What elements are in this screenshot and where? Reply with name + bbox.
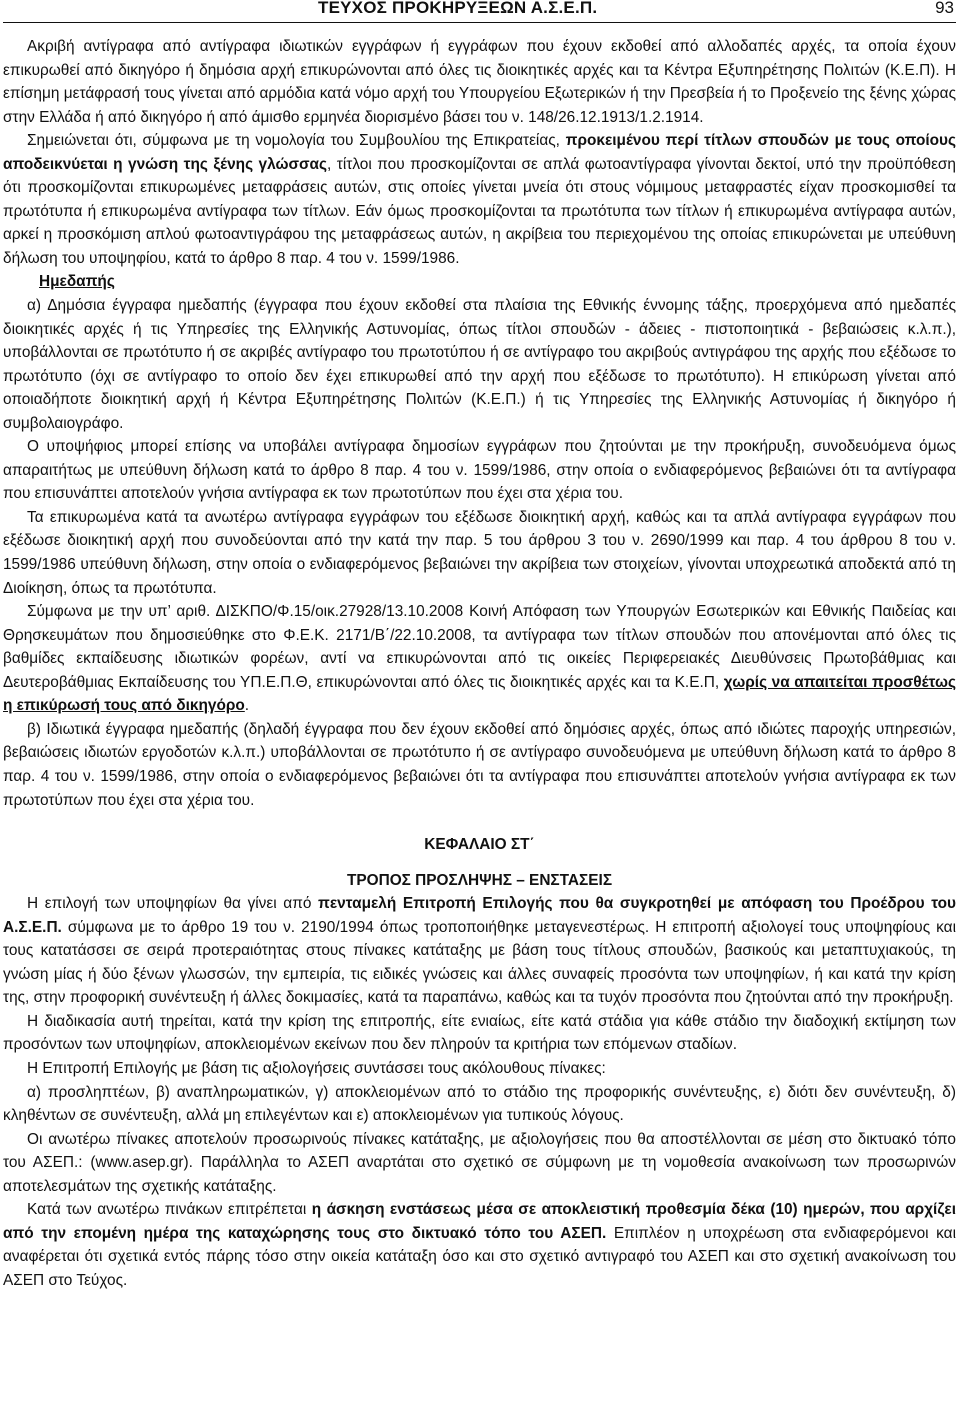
- paragraph: [3, 600, 956, 718]
- text-segment: Σημειώνεται ότι, σύμφωνα με τη νομολογία του Συμβουλίου της Επικρατείας,: [27, 132, 566, 150]
- chapter-number: [3, 833, 956, 857]
- text-segment: πενταμελή Επιτροπή Επιλογής που θα συγκροτηθεί με απόφαση του Προέδρου του Α.Σ.Ε.Π.: [3, 895, 956, 936]
- text-segment: , τίτλοι που προσκομίζονται σε απλά φωτοαντίγραφα γίνονται δεκτοί, υπό την προϋπόθεση ότι προσκομίζονται επικυρωμένες μεταφράσεις αυτών, στις οποίες γίνεται μνεία ότι στους νόμιμους μεταφραστές είχαν προσκομισθεί τα πρωτότυπα ή επικυρωμένα αντίγραφα των τίτλων. Εάν όμως προσκομίζονται τα πρωτότυπα των τίτλων ή επικυρωμένα αντίγραφα αυτών, αρκεί η προσκόμιση απλού φωτοαντιγράφου της μεταφράσεως αυτών, η ακρίβεια του περιεχομένου της οποίας επικυρώνεται με υπεύθυνη δήλωση του υποψηφίου, κατά το άρθρο 8 παρ. 4 του ν. 1599/1986.: [3, 155, 956, 267]
- running-header: [3, 0, 956, 26]
- text-segment: Η επιλογή των υποψηφίων θα γίνει από: [27, 895, 319, 913]
- text-segment: Οι ανωτέρω πίνακες αποτελούν προσωρινούς πίνακες κατάταξης, με αξιολογήσεις που θα αποστέλλονται σε μέση στο δικτυακό τόπο του ΑΣΕΠ.: (www.asep.gr). Παράλληλα το ΑΣΕΠ αναρτάται στο σχετικό σε σύμφωνη με τη νομοθεσία ανακοίνωση των προσωρινών αποτελεσμάτων της σχετικής κατάταξης.: [3, 1130, 956, 1195]
- text-segment: ΤΡΟΠΟΣ ΠΡΟΣΛΗΨΗΣ – ΕΝΣΤΑΣΕΙΣ: [346, 871, 613, 889]
- text-segment: Ημεδαπής: [39, 273, 115, 291]
- text-segment: Ακριβή αντίγραφα από αντίγραφα ιδιωτικών εγγράφων ή εγγράφων που έχουν εκδοθεί από αλλοδαπές αρχές, τα οποία έχουν επικυρωθεί από δικηγόρο ή δημόσια αρχή επικυρώνονται από όλες τις διοικητικές αρχές και τα Κέντρα Εξυπηρέτησης Πολιτών (Κ.Ε.Π). Η επίσημη μετάφρασή τους γίνεται από αρμόδια κατά νόμο αρχή του Υπουργείου Εξωτερικών ή την Πρεσβεία ή το Προξενείο της ξένης χώρας στην Ελλάδα ή από δικηγόρο ή από άμισθο ερμηνέα διορισμένο βάσει του ν. 148/26.12.1913/1.2.1914.: [3, 38, 956, 126]
- paragraph: [3, 892, 956, 1010]
- paragraph: [3, 718, 956, 812]
- header-rule: [3, 22, 956, 23]
- text-segment: Επιπλέον η υποχρέωση στα ενδιαφερόμενοι και αναφέρεται ότι σχετικά εντός πάρης τόσο στην οικεία κατάταξη όσο και στο σχετικό αντιγραφό του ΑΣΕΠ και στο σχετική ανακοίνωση του ΑΣΕΠ στο Τεύχος.: [3, 1224, 956, 1289]
- paragraph: [3, 35, 956, 129]
- paragraph: [3, 294, 956, 435]
- text-segment: Κατά των ανωτέρω πινάκων επιτρέπεται: [27, 1201, 312, 1219]
- paragraph: [3, 1128, 956, 1199]
- text-segment: Ο υποψήφιος μπορεί επίσης να υποβάλει αντίγραφα δημοσίων εγγράφων που ζητούνται με την προκήρυξη, συνοδευόμενα όμως απαραιτήτως με υπεύθυνη δήλωση κατά το άρθρο 8 παρ. 4 του ν. 1599/1986, στην οποία ο ενδιαφερόμενος βεβαιώνει ότι τα αντίγραφα που επισυνάπτει αποτελούν γνήσια αντίγραφα εκ των πρωτοτύπων που έχει στα χέρια του.: [3, 438, 956, 503]
- text-segment: σύμφωνα με το άρθρο 19 του ν. 2190/1994 όπως τροποποιήθηκε μεταγενεστέρως. Η επιτροπή αξιολογεί τους υποψηφίους και τους κατατάσσει σε σειρά προτεραιότητας στους πίνακες κατάταξης με βάση τους τίτλους σπουδών, βασικούς και μεταπτυχιακούς, τη γνώση μίας ή δύο ξένων γλωσσών, την εμπειρία, τις ειδικές γνώσεις και άλλες συναφείς προσόντα των υποψηφίων, ή και κατά την κρίση της, στην προφορική συνέντευξη ή άλλες δοκιμασίες, κατά τα παραπάνω, καθώς και τα τυχόν προσόντα που ζητούνται από την προκήρυξη.: [3, 918, 956, 1007]
- paragraph: [3, 506, 956, 600]
- paragraph: [3, 435, 956, 506]
- text-segment: Η Επιτροπή Επιλογής με βάση τις αξιολογήσεις συντάσσει τους ακόλουθους πίνακες:: [27, 1059, 606, 1077]
- text-segment: η άσκηση ενστάσεως μέσα σε αποκλειστική προθεσμία δέκα (10) ημερών, που αρχίζει από την επομένη ημέρα της καταχώρησης τους στο δικτυακό τόπο του ΑΣΕΠ.: [3, 1201, 956, 1242]
- journal-title: ΤΕΥΧΟΣ ΠΡΟΚΗΡΥΞΕΩΝ Α.Σ.Ε.Π.: [318, 0, 598, 17]
- paragraph: [3, 1081, 956, 1128]
- text-segment: προκειμένου περί τίτλων σπουδών με τους οποίους αποδεικνύεται η γνώση της ξένης γλώσσας: [3, 132, 956, 173]
- text-segment: α) Δημόσια έγγραφα ημεδαπής (έγγραφα που έχουν εκδοθεί στα πλαίσια της Εθνικής έννομης τάξης, προερχόμενα από ημεδαπές διοικητικές αρχές ή τις Υπηρεσίες της Ελληνικής Αστυνομίας, όπως τίτλοι σπουδών - άδειες - πιστοποιητικά - βεβαιώσεις κ.λ.π.), υποβάλλονται σε πρωτότυπο ή σε ακριβές αντίγραφο του πρωτοτύπου ή σε αντίγραφο του ακριβούς αντιγράφου της αρχής που εξέδωσε το πρωτότυπο (όχι σε αντίγραφο το οποίο δεν έχει επικυρωθεί από την αρχή που εξέδωσε το πρωτότυπο). Η επικύρωση γίνεται από οποιαδήποτε διοικητική αρχή ή Κέντρα Εξυπηρέτησης Πολιτών (Κ.Ε.Π.) ή τις Υπηρεσίες της Ελληνικής Αστυνομίας ή δικηγόρο ή συμβολαιογράφο.: [3, 297, 956, 432]
- page-number: 93: [935, 0, 954, 17]
- text-segment: α) προσληπτέων, β) αναπληρωματικών, γ) αποκλειομένων από το στάδιο της προφορικής συνέντευξης, ε) διότι δεν συνέντευξη, δ) κληθέντων σε συνέντευξη, αλλά μη επιλεγέντων και ε) αποκλειομένων για τυπικούς λόγους.: [3, 1083, 956, 1125]
- paragraph: [3, 1057, 956, 1081]
- paragraph: [3, 129, 956, 270]
- subsection-heading: [3, 270, 956, 294]
- text-segment: Τα επικυρωμένα κατά τα ανωτέρω αντίγραφα εγγράφων του εξέδωσε διοικητική αρχή, καθώς και τα απλά αντίγραφα εγγράφων που εξέδωσε διοικητική αρχή που συνοδεύονται από την κατά την παρ. 5 του άρθρου 3 του ν. 2690/1999 και παρ. 4 του άρθρου 8 του ν. 1599/1986 υπεύθυνη δήλωση, στην οποία ο ενδιαφερόμενος βεβαιώνει την ακρίβεια των στοιχείων, γίνονται υποχρεωτικά αποδεκτά από τη Διοίκηση, όπως τα πρωτότυπα.: [3, 508, 956, 597]
- text-segment: ΚΕΦΑΛΑΙΟ ΣΤ΄: [424, 836, 535, 854]
- chapter-title: [3, 869, 956, 893]
- text-segment: Σύμφωνα με την υπ’ αριθ. ΔΙΣΚΠΟ/Φ.15/οικ.27928/13.10.2008 Κοινή Απόφαση των Υπουργών Εσωτερικών και Εθνικής Παιδείας και Θρησκευμάτων που δημοσιεύθηκε στο Φ.Ε.Κ. 2171/Β΄/22.10.2008, τα αντίγραφα των τίτλων σπουδών που απονέμονται από όλες τις βαθμίδες εκπαίδευσης ιδιωτικών φορέων, αντί να επικυρώνονται από τις οικείες Περιφερειακές Διευθύνσεις Πρωτοβάθμιας και Δευτεροβάθμιας Εκπαίδευσης του ΥΠ.Ε.Π.Θ, επικυρώνονται από όλες τις διοικητικές αρχές και τα Κ.Ε.Π,: [3, 603, 956, 691]
- paragraph: [3, 1198, 956, 1292]
- text-segment: .: [244, 697, 250, 715]
- text-segment: χωρίς να απαιτείται προσθέτως η επικύρωσή τους από δικηγόρο: [3, 673, 956, 715]
- text-segment: β) Ιδιωτικά έγγραφα ημεδαπής (δηλαδή έγγραφα που δεν έχουν εκδοθεί από δημόσιες αρχές, όπως από ιδιώτες παροχής υπηρεσιών, βεβαιώσεις ιδιωτών εργοδοτών κ.λ.π.) υποβάλλονται σε πρωτότυπο ή σε αντίγραφο συνοδευόμενα με υπεύθυνη δήλωση κατά το άρθρο 8 παρ. 4 του ν. 1599/1986, στην οποία ο ενδιαφερόμενος βεβαιώνει ότι τα αντίγραφα που επισυνάπτει αποτελούν γνήσια αντίγραφα εκ των πρωτοτύπων που έχει στα χέρια του.: [3, 720, 956, 809]
- paragraph: [3, 1010, 956, 1057]
- document-body: [3, 35, 956, 1292]
- text-segment: Η διαδικασία αυτή τηρείται, κατά την κρίση της επιτροπής, είτε ενιαίως, είτε κατά στάδια για κάθε στάδιο την διαδοχική εκτίμηση των προσόντων των υποψηφίων, αποκλειομένων εκείνων που δεν πληρούν τα κριτήρια των επόμενων σταδίων.: [3, 1012, 956, 1054]
